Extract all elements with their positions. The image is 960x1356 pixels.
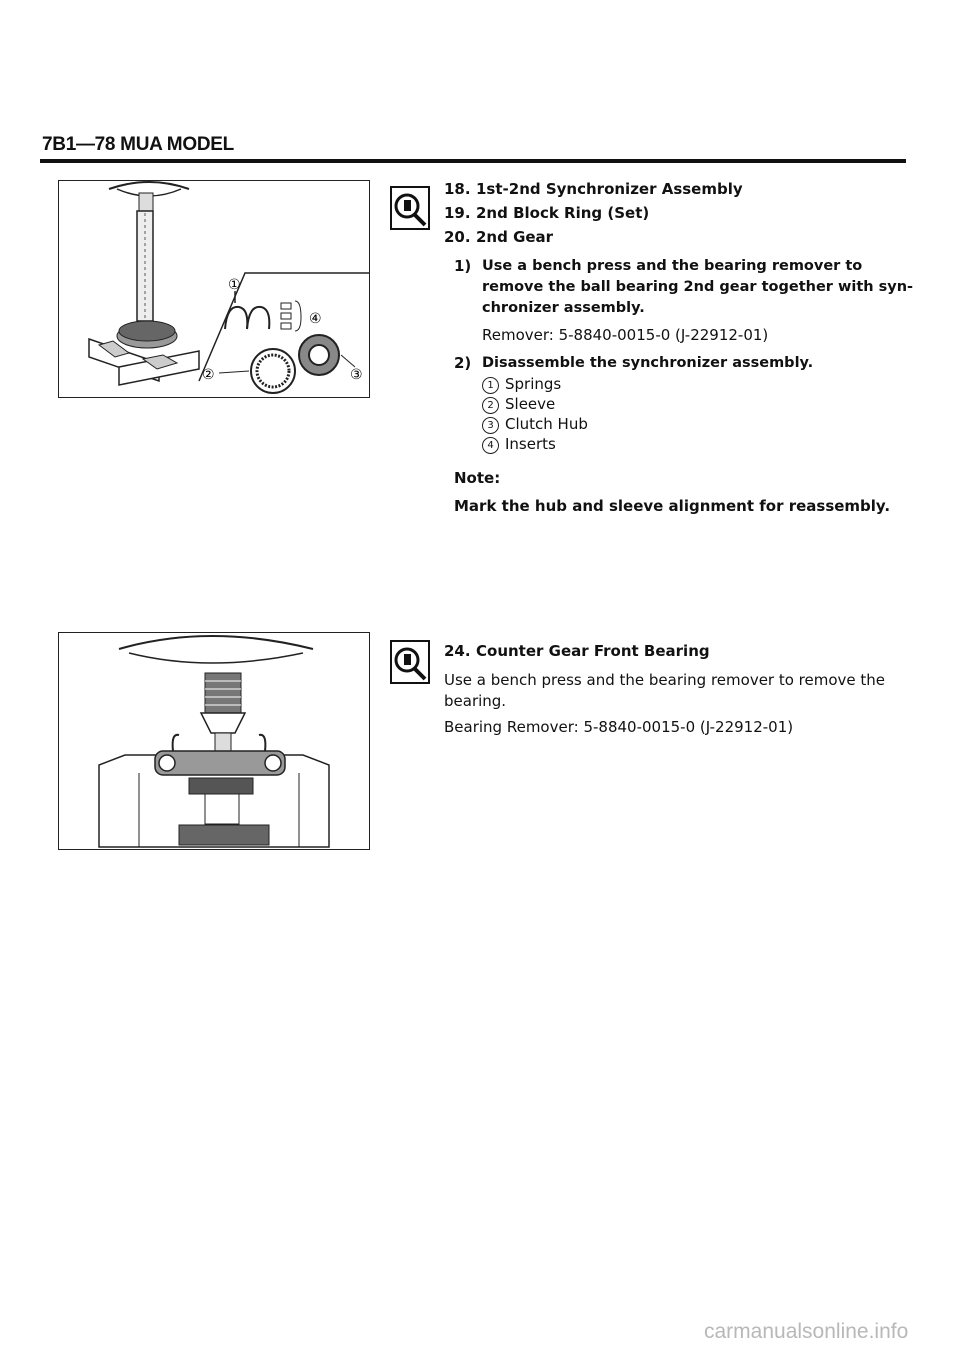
part-1-label: Springs	[505, 375, 562, 393]
item-18-number: 18.	[444, 180, 471, 198]
item-19	[444, 204, 649, 223]
part-inserts	[482, 435, 556, 454]
part-4-number: 4	[482, 437, 499, 454]
part-1-number: 1	[482, 377, 499, 394]
item-24	[444, 642, 710, 661]
step-2-text: Disassemble the synchronizer assembly.	[482, 355, 814, 371]
section-2-tool: Bearing Remover: 5-8840-0015-0 (J-22912-01)	[444, 718, 794, 736]
step-2-number: 2)	[454, 354, 472, 372]
item-19-label: 2nd Block Ring (Set)	[476, 204, 650, 222]
removal-inspection-icon	[390, 186, 430, 230]
part-2-label: Sleeve	[505, 395, 556, 413]
callout-1: ①	[228, 277, 241, 293]
figure-synchronizer-removal	[58, 180, 370, 398]
item-20-label: 2nd Gear	[476, 228, 554, 246]
step-1-line-1: Use a bench press and the bearing remover to	[482, 258, 863, 274]
part-sleeve	[482, 395, 555, 414]
step-1-number: 1)	[454, 257, 472, 275]
item-24-number: 24.	[444, 642, 471, 660]
synchronizer-illustration	[59, 181, 369, 397]
bearing-illustration	[59, 633, 369, 849]
callout-3: ③	[350, 367, 363, 383]
callout-2: ②	[202, 367, 215, 383]
step-1-tool: Remover: 5-8840-0015-0 (J-22912-01)	[482, 326, 769, 344]
item-24-title: Counter Gear Front Bearing	[476, 642, 710, 660]
step-1-line-3: chronizer assembly.	[482, 300, 645, 316]
header-rule	[40, 159, 906, 163]
watermark: carmanualsonline.info	[704, 1320, 909, 1343]
section-2-line-2: bearing.	[444, 692, 507, 710]
item-19-number: 19.	[444, 204, 471, 222]
part-4-label: Inserts	[505, 435, 556, 453]
item-20-number: 20.	[444, 228, 471, 246]
note-label: Note:	[454, 469, 501, 487]
page-header: 7B1—78 MUA MODEL	[42, 134, 234, 155]
removal-inspection-icon-2	[390, 640, 430, 684]
note-text: Mark the hub and sleeve alignment for reassembly.	[454, 497, 891, 515]
callout-4: ④	[309, 311, 322, 327]
item-20	[444, 228, 553, 247]
step-1-line-2: remove the ball bearing 2nd gear together with syn-	[482, 279, 914, 295]
figure-counter-gear-bearing	[58, 632, 370, 850]
part-3-number: 3	[482, 417, 499, 434]
part-springs	[482, 375, 561, 394]
section-2-line-1: Use a bench press and the bearing remover to remove thе	[444, 671, 886, 689]
part-3-label: Clutch Hub	[505, 415, 588, 433]
part-clutch-hub	[482, 415, 588, 434]
part-2-number: 2	[482, 397, 499, 414]
item-18-label: 1st-2nd Synchronizer Assembly	[476, 180, 743, 198]
item-18	[444, 180, 743, 199]
